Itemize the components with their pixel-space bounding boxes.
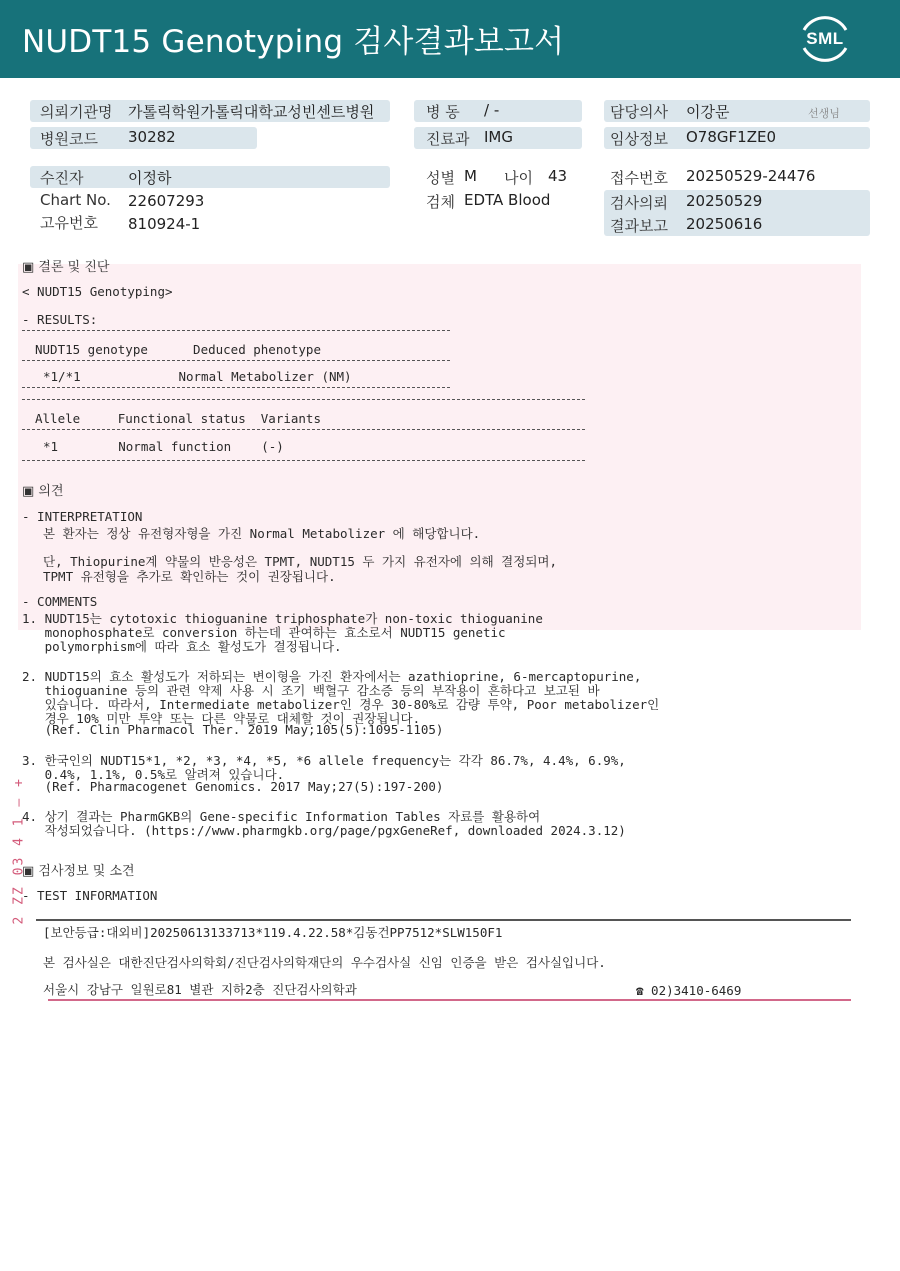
results-label: - RESULTS: — [22, 312, 98, 327]
id-label: 고유번호 — [40, 214, 98, 232]
logo-text: SML — [806, 29, 844, 48]
comment-1-line-1: 1. NUDT15는 cytotoxic thioguanine triphosphate가 non-toxic thioguanine — [22, 611, 543, 626]
comment-4-line-2: 작성되었습니다. (https://www.pharmgkb.org/page/pgxGeneRef, downloaded 2024.3.12) — [22, 823, 626, 838]
comment-3-line-2: 0.4%, 1.1%, 0.5%로 알려져 있습니다. — [22, 767, 285, 782]
comment-1-line-2: monophosphate로 conversion 하는데 관여하는 효소로서 NUDT15 genetic — [22, 625, 506, 640]
interpretation-line-2: 단, Thiopurine계 약물의 반응성은 TPMT, NUDT15 두 가지 유전자에 의해 결정되며, — [43, 554, 557, 569]
allele-table-row: *1 Normal function (-) — [43, 439, 284, 454]
patient-value: 이정하 — [128, 169, 172, 187]
ward-label: 병 동 — [426, 103, 460, 121]
report-date-label: 결과보고 — [610, 217, 668, 235]
comment-2-line-5: (Ref. Clin Pharmacol Ther. 2019 May;105(5):1095-1105) — [22, 722, 444, 737]
comment-1-line-3: polymorphism에 따라 효소 활성도가 결정됩니다. — [22, 639, 342, 654]
comment-3-line-1: 3. 한국인의 NUDT15*1, *2, *3, *4, *5, *6 allele frequency는 각각 86.7%, 4.4%, 6.9%, — [22, 753, 626, 768]
receipt-value: 20250529-24476 — [686, 167, 816, 185]
request-value: 20250529 — [686, 192, 763, 210]
results-table-top-rule — [22, 330, 450, 331]
patient-row-bg — [30, 166, 390, 188]
comment-2-line-3: 있습니다. 따라서, Intermediate metabolizer인 경우 30-80%로 감량 투약, Poor metabolizer인 — [22, 697, 660, 712]
request-label: 검사의뢰 — [610, 194, 668, 212]
allele-table-top-rule — [22, 399, 585, 400]
certification-line: 본 검사실은 대한진단검사의학회/진단검사의학재단의 우수검사실 신임 인증을 받은 검사실입니다. — [43, 955, 606, 970]
comments-label: - COMMENTS — [22, 594, 98, 609]
results-table-bottom-rule — [22, 387, 450, 388]
comment-2-line-1: 2. NUDT15의 효소 활성도가 저하되는 변이형을 가진 환자에서는 azathioprine, 6-mercaptopurine, — [22, 669, 642, 684]
hospital-code-value: 30282 — [128, 128, 176, 146]
comment-2-line-4: 경우 10% 미만 투약 또는 다른 약물로 대체할 것이 권장됩니다. — [22, 711, 421, 726]
footer-bottom-rule — [48, 999, 851, 1001]
receipt-label: 접수번호 — [610, 169, 668, 187]
allele-table-mid-rule — [22, 429, 585, 430]
sex-label: 성별 — [426, 169, 455, 187]
interpretation-line-3: TPMT 유전형을 추가로 확인하는 것이 권장됩니다. — [43, 569, 336, 584]
id-value: 810924-1 — [128, 215, 201, 233]
allele-table-bottom-rule — [22, 460, 585, 461]
sml-logo — [796, 12, 854, 66]
interpretation-label: - INTERPRETATION — [22, 509, 143, 524]
report-header — [0, 0, 900, 78]
ward-value: / - — [484, 101, 500, 119]
doctor-value: 이강문 — [686, 103, 730, 121]
specimen-label: 검체 — [426, 193, 455, 211]
chart-label: Chart No. — [40, 191, 111, 209]
section-test-info-title: ▣ 검사정보 및 소견 — [22, 864, 135, 879]
section-opinion-title: ▣ 의견 — [22, 484, 64, 499]
age-label: 나이 — [504, 169, 533, 187]
phone-line: ☎ 02)3410-6469 — [636, 983, 742, 998]
test-name: < NUDT15 Genotyping> — [22, 284, 173, 299]
doctor-label: 담당의사 — [610, 103, 668, 121]
genotype-table-row: *1/*1 Normal Metabolizer (NM) — [43, 369, 352, 384]
interpretation-line-1: 본 환자는 정상 유전형자형을 가진 Normal Metabolizer 에 해당합니다. — [43, 526, 481, 541]
report-title: NUDT15 Genotyping 검사결과보고서 — [22, 24, 565, 60]
dept-value: IMG — [484, 128, 513, 146]
section-conclusion-title: ▣ 결론 및 진단 — [22, 260, 110, 275]
hospital-code-label: 병원코드 — [40, 130, 98, 148]
report-date-value: 20250616 — [686, 215, 763, 233]
comment-2-line-2: thioguanine 등의 관련 약제 사용 시 조기 백혈구 감소증 등의 부작용이 흔하다고 보고된 바 — [22, 683, 600, 698]
doctor-suffix: 선생님 — [808, 107, 840, 120]
age-value: 43 — [548, 167, 568, 185]
dept-label: 진료과 — [426, 130, 470, 148]
stamp-text: 2 ZZ 03 4 1 — + — [11, 777, 27, 925]
side-stamp — [6, 777, 30, 930]
clinical-value: O78GF1ZE0 — [686, 128, 776, 146]
comment-3-line-3: (Ref. Pharmacogenet Genomics. 2017 May;27(5):197-200) — [22, 779, 444, 794]
footer-top-rule — [36, 919, 851, 921]
allele-table-header: Allele Functional status Variants — [35, 411, 321, 426]
results-table-mid-rule — [22, 360, 450, 361]
comment-4-line-1: 4. 상기 결과는 PharmGKB의 Gene-specific Information Tables 자료를 활용하여 — [22, 809, 541, 824]
test-info-label: - TEST INFORMATION — [22, 888, 158, 903]
chart-value: 22607293 — [128, 192, 205, 210]
sex-value: M — [464, 167, 477, 185]
address-line: 서울시 강남구 일원로81 별관 지하2층 진단검사의학과 — [43, 982, 357, 997]
security-line: [보안등급:대외비]20250613133713*119.4.22.58*김동건PP7512*SLW150F1 — [43, 925, 503, 940]
patient-label: 수진자 — [40, 169, 84, 187]
specimen-value: EDTA Blood — [464, 191, 551, 209]
institution-value: 가톨릭학원가톨릭대학교성빈센트병원 — [128, 103, 375, 121]
genotype-table-header: NUDT15 genotype Deduced phenotype — [35, 342, 321, 357]
institution-label: 의뢰기관명 — [40, 103, 113, 121]
clinical-label: 임상정보 — [610, 130, 668, 148]
